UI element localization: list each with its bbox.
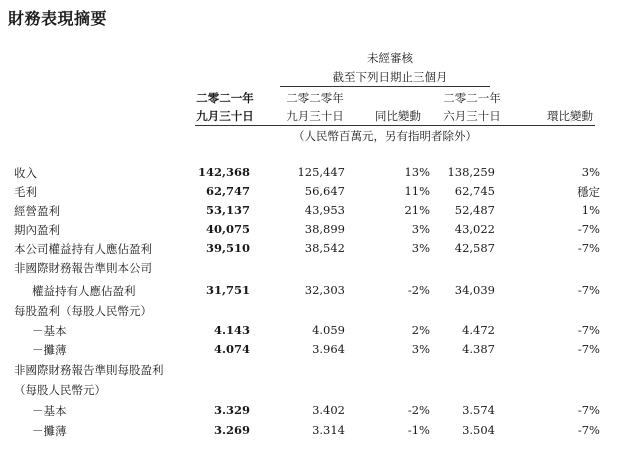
value-2021-jun: 52,487 (454, 203, 495, 217)
table-row (0, 303, 630, 322)
row-label: 每股盈利（每股人民幣元） (14, 304, 152, 318)
col1-header-line1: 二零二一年 (196, 91, 254, 105)
table-row (0, 241, 630, 260)
table-row (0, 382, 630, 401)
value-2021-jun: 138,259 (447, 165, 495, 179)
table-row (0, 203, 630, 222)
yoy-change: 3% (411, 222, 430, 236)
unit-note: （人民幣百萬元，另有指明者除外） (293, 129, 477, 143)
value-2021-jun: 62,745 (454, 184, 495, 198)
col4-header-line1: 二零二一年 (443, 91, 501, 105)
value-2021-sep: 3.329 (213, 403, 250, 417)
value-2021-jun: 4.472 (462, 323, 495, 337)
table-row (0, 403, 630, 422)
col4-header-line2: 六月三十日 (443, 109, 501, 123)
row-label: 本公司權益持有人應佔盈利 (14, 242, 152, 256)
value-2021-sep: 4.074 (213, 342, 250, 356)
yoy-change: 21% (404, 203, 430, 217)
qoq-change: -7% (577, 423, 600, 437)
yoy-change: 13% (404, 165, 430, 179)
col2-header-line1: 二零二零年 (286, 91, 344, 105)
table-row (0, 260, 630, 279)
value-2021-jun: 34,039 (454, 283, 495, 297)
col2-header-line2: 九月三十日 (286, 109, 344, 123)
qoq-change: -7% (577, 323, 600, 337)
value-2021-jun: 4.387 (462, 342, 495, 356)
header-underline (195, 125, 595, 126)
value-2021-jun: 43,022 (454, 222, 495, 236)
value-2020-sep: 38,899 (304, 222, 345, 236)
table-row (0, 222, 630, 241)
qoq-change: -7% (577, 403, 600, 417)
col5-header: 環比變動 (547, 109, 593, 123)
qoq-change: -7% (577, 241, 600, 255)
value-2020-sep: 56,647 (304, 184, 345, 198)
value-2021-sep: 31,751 (205, 283, 250, 297)
qoq-change: -7% (577, 283, 600, 297)
qoq-change: 穩定 (577, 185, 600, 199)
row-label: －基本 (32, 324, 67, 338)
col1-header-line2: 九月三十日 (196, 109, 254, 123)
table-row (0, 342, 630, 361)
period-heading: 截至下列日期止三個月 (332, 70, 448, 84)
row-label: 非國際財務報告準則本公司 (14, 261, 152, 275)
table-row (0, 283, 630, 302)
yoy-change: -2% (407, 283, 430, 297)
yoy-change: 3% (411, 241, 430, 255)
qoq-change: -7% (577, 342, 600, 356)
value-2020-sep: 43,953 (304, 203, 345, 217)
row-label: 收入 (14, 166, 37, 180)
table-row (0, 165, 630, 184)
qoq-change: 3% (581, 165, 600, 179)
period-underline (280, 86, 490, 87)
value-2020-sep: 4.059 (312, 323, 345, 337)
table-row (0, 362, 630, 381)
row-label: －攤薄 (32, 424, 67, 438)
value-2020-sep: 3.402 (312, 403, 345, 417)
row-label: －攤薄 (32, 343, 67, 357)
yoy-change: 3% (411, 342, 430, 356)
yoy-change: -1% (407, 423, 430, 437)
yoy-change: 2% (411, 323, 430, 337)
unaudited-heading: 未經審核 (367, 51, 413, 65)
value-2021-sep: 53,137 (205, 203, 250, 217)
value-2021-sep: 40,075 (205, 222, 250, 236)
value-2021-jun: 3.504 (462, 423, 495, 437)
yoy-change: -2% (407, 403, 430, 417)
value-2021-sep: 142,368 (197, 165, 250, 179)
table-row (0, 184, 630, 203)
value-2020-sep: 3.314 (312, 423, 345, 437)
qoq-change: -7% (577, 222, 600, 236)
table-row (0, 423, 630, 442)
table-row (0, 323, 630, 342)
value-2021-sep: 3.269 (213, 423, 250, 437)
page-title: 財務表現摘要 (8, 9, 108, 28)
row-label: 期內盈利 (14, 223, 60, 237)
qoq-change: 1% (581, 203, 600, 217)
value-2020-sep: 125,447 (297, 165, 345, 179)
row-label: －基本 (32, 404, 67, 418)
row-label: （每股人民幣元） (14, 383, 106, 397)
row-label: 權益持有人應佔盈利 (32, 284, 136, 298)
row-label: 非國際財務報告準則每股盈利 (14, 363, 164, 377)
value-2020-sep: 38,542 (304, 241, 345, 255)
value-2021-jun: 42,587 (454, 241, 495, 255)
row-label: 毛利 (14, 185, 37, 199)
row-label: 經營盈利 (14, 204, 60, 218)
col3-header: 同比變動 (375, 109, 421, 123)
value-2021-sep: 39,510 (205, 241, 250, 255)
value-2020-sep: 3.964 (312, 342, 345, 356)
yoy-change: 11% (404, 184, 430, 198)
value-2021-sep: 4.143 (213, 323, 250, 337)
value-2021-jun: 3.574 (462, 403, 495, 417)
value-2021-sep: 62,747 (205, 184, 250, 198)
value-2020-sep: 32,303 (304, 283, 345, 297)
